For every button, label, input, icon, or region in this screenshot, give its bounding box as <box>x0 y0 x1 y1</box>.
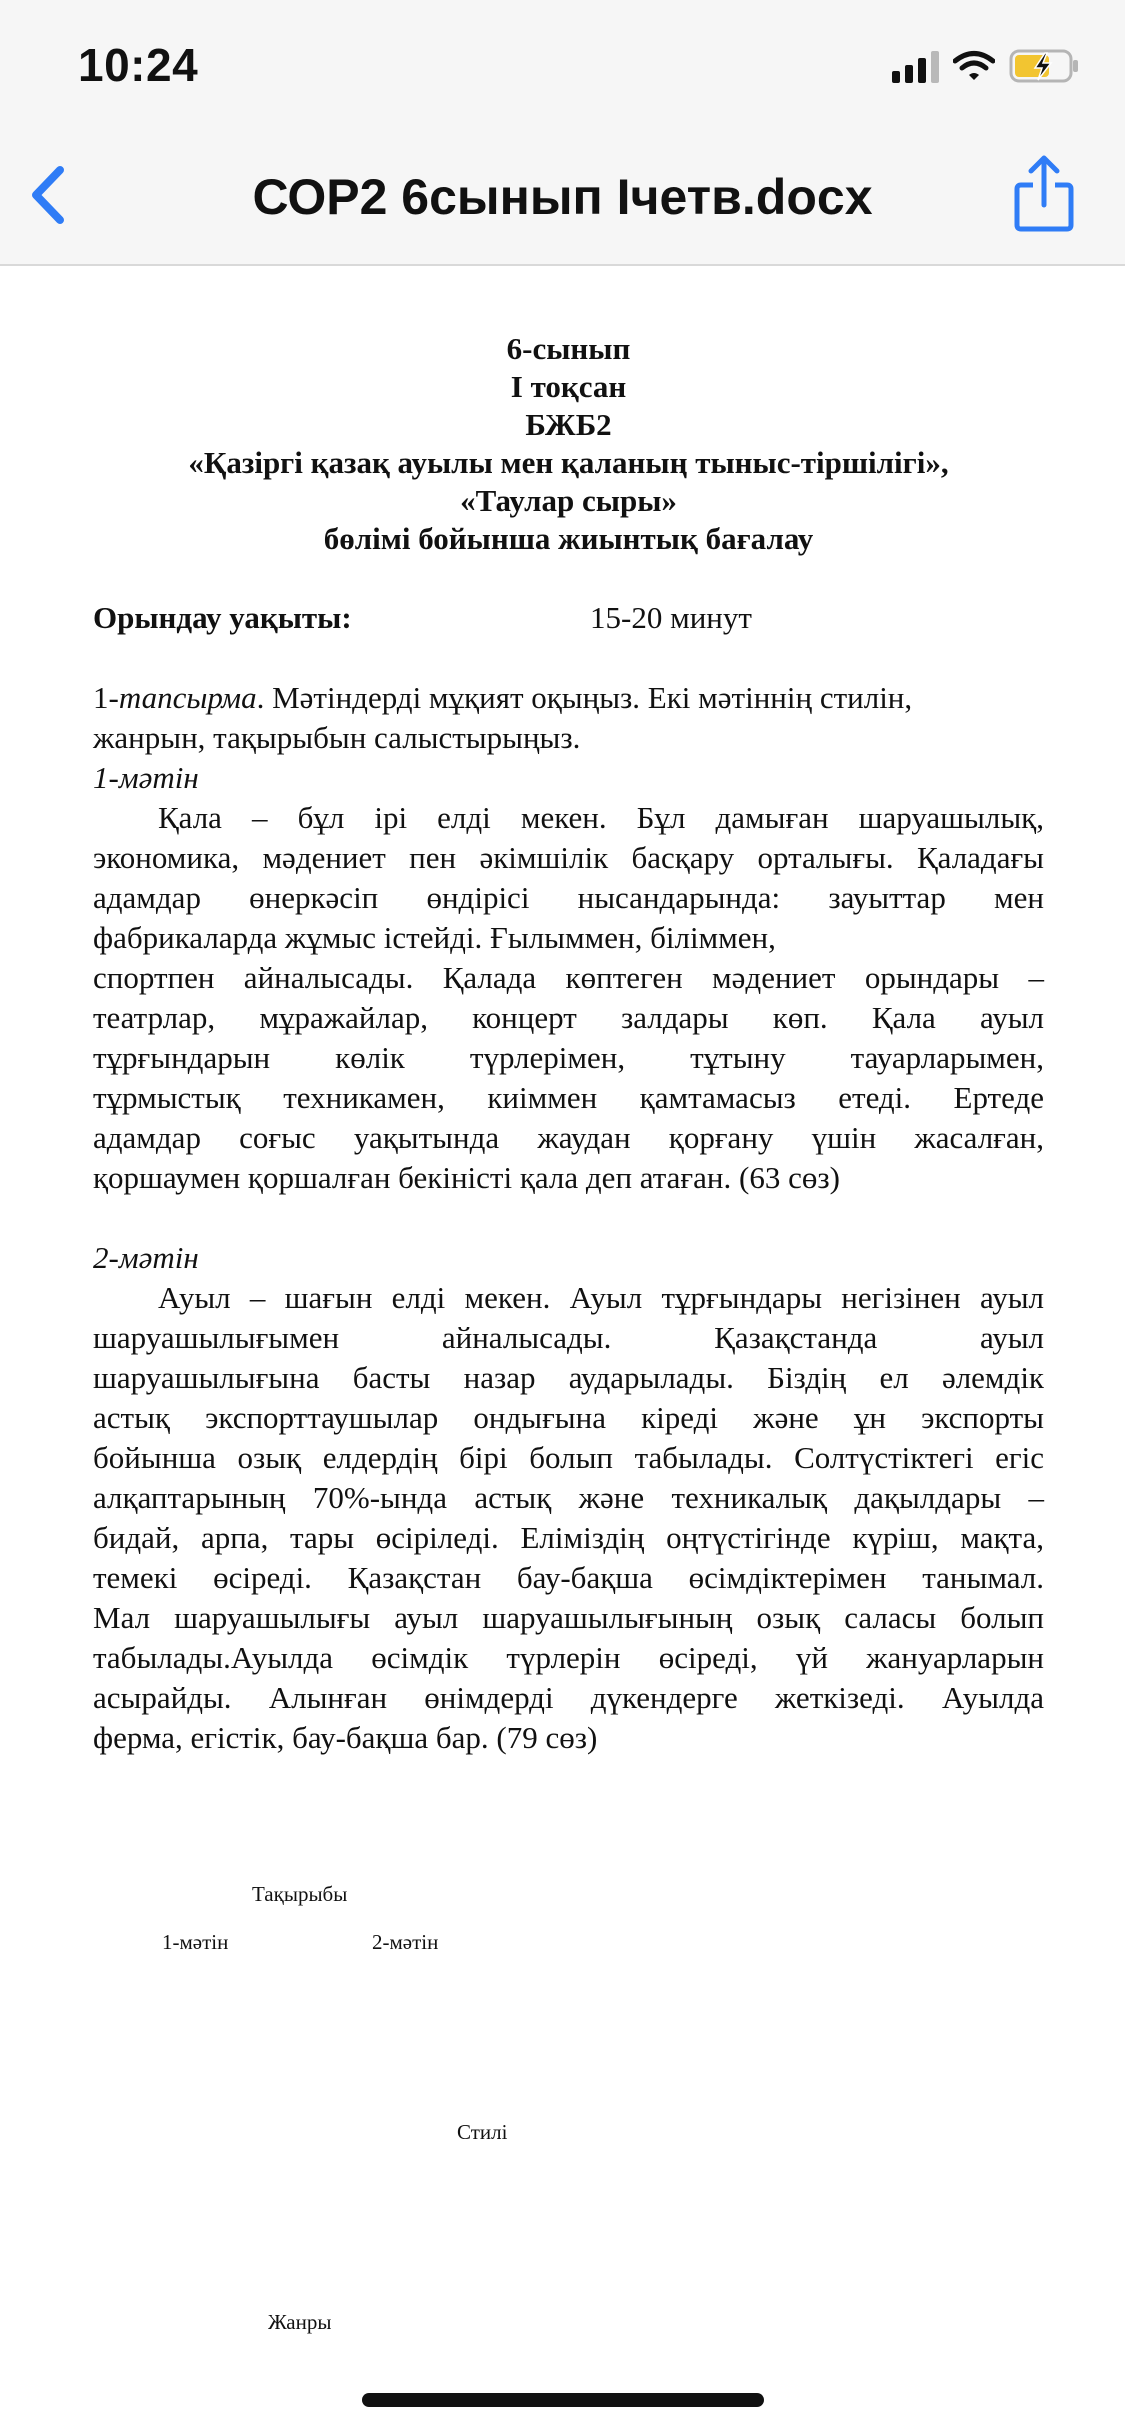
text-line: темекі өсіреді. Қазақстан бау-бақша өсімдіктерімен танымал. <box>93 1560 1044 1595</box>
text-line: Мал шаруашылығы ауыл шаруашылығының озық саласы болып <box>93 1600 1044 1635</box>
document-title: СОР2 6сынып Ічетв.docx <box>252 169 873 225</box>
task-word: тапсырма <box>118 680 257 715</box>
diagram-style-label: Стилі <box>457 2120 508 2144</box>
heading-line: І тоқсан <box>510 369 627 404</box>
text-line: адамдар өнеркәсіп өндірісі нысандарында: зауыттар мен <box>93 880 1044 915</box>
text1-label: 1-мәтін <box>93 760 199 795</box>
document-heading <box>93 330 1044 558</box>
diagram-genre-label: Жанры <box>268 2310 332 2334</box>
diagram-topic-label: Тақырыбы <box>252 1882 348 1906</box>
text2-label: 2-мәтін <box>93 1240 199 1275</box>
text-line: адамдар соғыс уақытында жаудан қорғану үшін жасалған, <box>93 1120 1044 1155</box>
text-line: шаруашылығымен айналысады. Қазақстанда ауыл <box>93 1320 1044 1355</box>
heading-line: «Таулар сыры» <box>460 483 677 518</box>
task-text: жанрын, тақырыбын салыстырыңыз. <box>93 720 581 755</box>
text-line: спортпен айналысады. Қалада көптеген мәдениет орындары – <box>93 960 1044 995</box>
status-icons <box>892 48 1081 84</box>
heading-line: БЖБ2 <box>525 407 612 442</box>
home-indicator[interactable] <box>362 2393 764 2407</box>
text-line: бойынша озық елдердің бірі болып табылады. Солтүстіктегі егіс <box>93 1440 1044 1475</box>
text-line: экономика, мәдениет пен әкімшілік басқару орталығы. Қаладағы <box>93 840 1044 875</box>
diagram-text1-label: 1-мәтін <box>162 1930 229 1954</box>
execution-time-row <box>93 598 1044 640</box>
text-line: шаруашылығына басты назар аударылады. Біздің ел әлемдік <box>93 1360 1044 1395</box>
execution-time-value: 15-20 минут <box>590 600 752 635</box>
text-line: тұрмыстық техникамен, киіммен қамтамасыз етеді. Ертеде <box>93 1080 1044 1115</box>
wifi-icon <box>953 50 995 82</box>
status-time: 10:24 <box>78 39 199 91</box>
cellular-signal-icon <box>892 49 939 83</box>
text-line: ферма, егістік, бау-бақша бар. (79 сөз) <box>93 1720 598 1755</box>
text-line: табылады.Ауылда өсімдік түрлерін өсіреді, үй жануарларын <box>93 1640 1044 1675</box>
text-line: Ауыл – шағын елді мекен. Ауыл тұрғындары негізінен ауыл <box>158 1280 1044 1315</box>
diagram-text2-label: 2-мәтін <box>372 1930 439 1954</box>
back-button[interactable] <box>22 160 72 230</box>
text-line: Қала – бұл ірі елді мекен. Бұл дамыған шаруашылық, <box>158 800 1044 835</box>
text-line: бидай, арпа, тары өсіріледі. Еліміздің оңтүстігінде күріш, мақта, <box>93 1520 1044 1555</box>
text1-paragraph <box>93 798 1044 1198</box>
heading-line: бөлімі бойынша жиынтық бағалау <box>323 521 814 556</box>
execution-time-label: Орындау уақыты: <box>93 600 352 635</box>
text-line: асырайды. Алынған өнімдерді дүкендерге жеткізеді. Ауылда <box>93 1680 1044 1715</box>
heading-line: «Қазіргі қазақ ауылы мен қаланың тыныс-тіршілігі», <box>188 445 949 480</box>
heading-line: 6-сынып <box>506 331 631 366</box>
text-line: қоршаумен қоршалған бекіністі қала деп атаған. (63 сөз) <box>93 1160 840 1195</box>
share-icon <box>1013 155 1075 233</box>
text-line: театрлар, мұражайлар, концерт залдары көп. Қала ауыл <box>93 1000 1044 1035</box>
text-line: тұрғындарын көлік түрлерімен, тұтыну тауарларымен, <box>93 1040 1044 1075</box>
text-line: алқаптарының 70%-ында астық және техникалық дақылдары – <box>93 1480 1044 1515</box>
battery-charging-icon <box>1009 48 1081 84</box>
task-number: 1- <box>93 680 119 715</box>
text2-paragraph <box>93 1278 1044 1758</box>
document-page <box>93 330 1044 1758</box>
text-line: астық экспорттаушылар ондығына кіреді және ұн экспорты <box>93 1400 1044 1435</box>
chevron-left-icon <box>22 160 72 230</box>
task-instruction <box>93 678 1044 758</box>
text-line: фабрикаларда жұмыс істейді. Ғылыммен, біліммен, <box>93 920 776 955</box>
task-text: . Мәтіндерді мұқият оқыңыз. Екі мәтіннің стилін, <box>256 680 913 715</box>
share-button[interactable] <box>1013 155 1075 233</box>
top-bar <box>0 0 1125 266</box>
